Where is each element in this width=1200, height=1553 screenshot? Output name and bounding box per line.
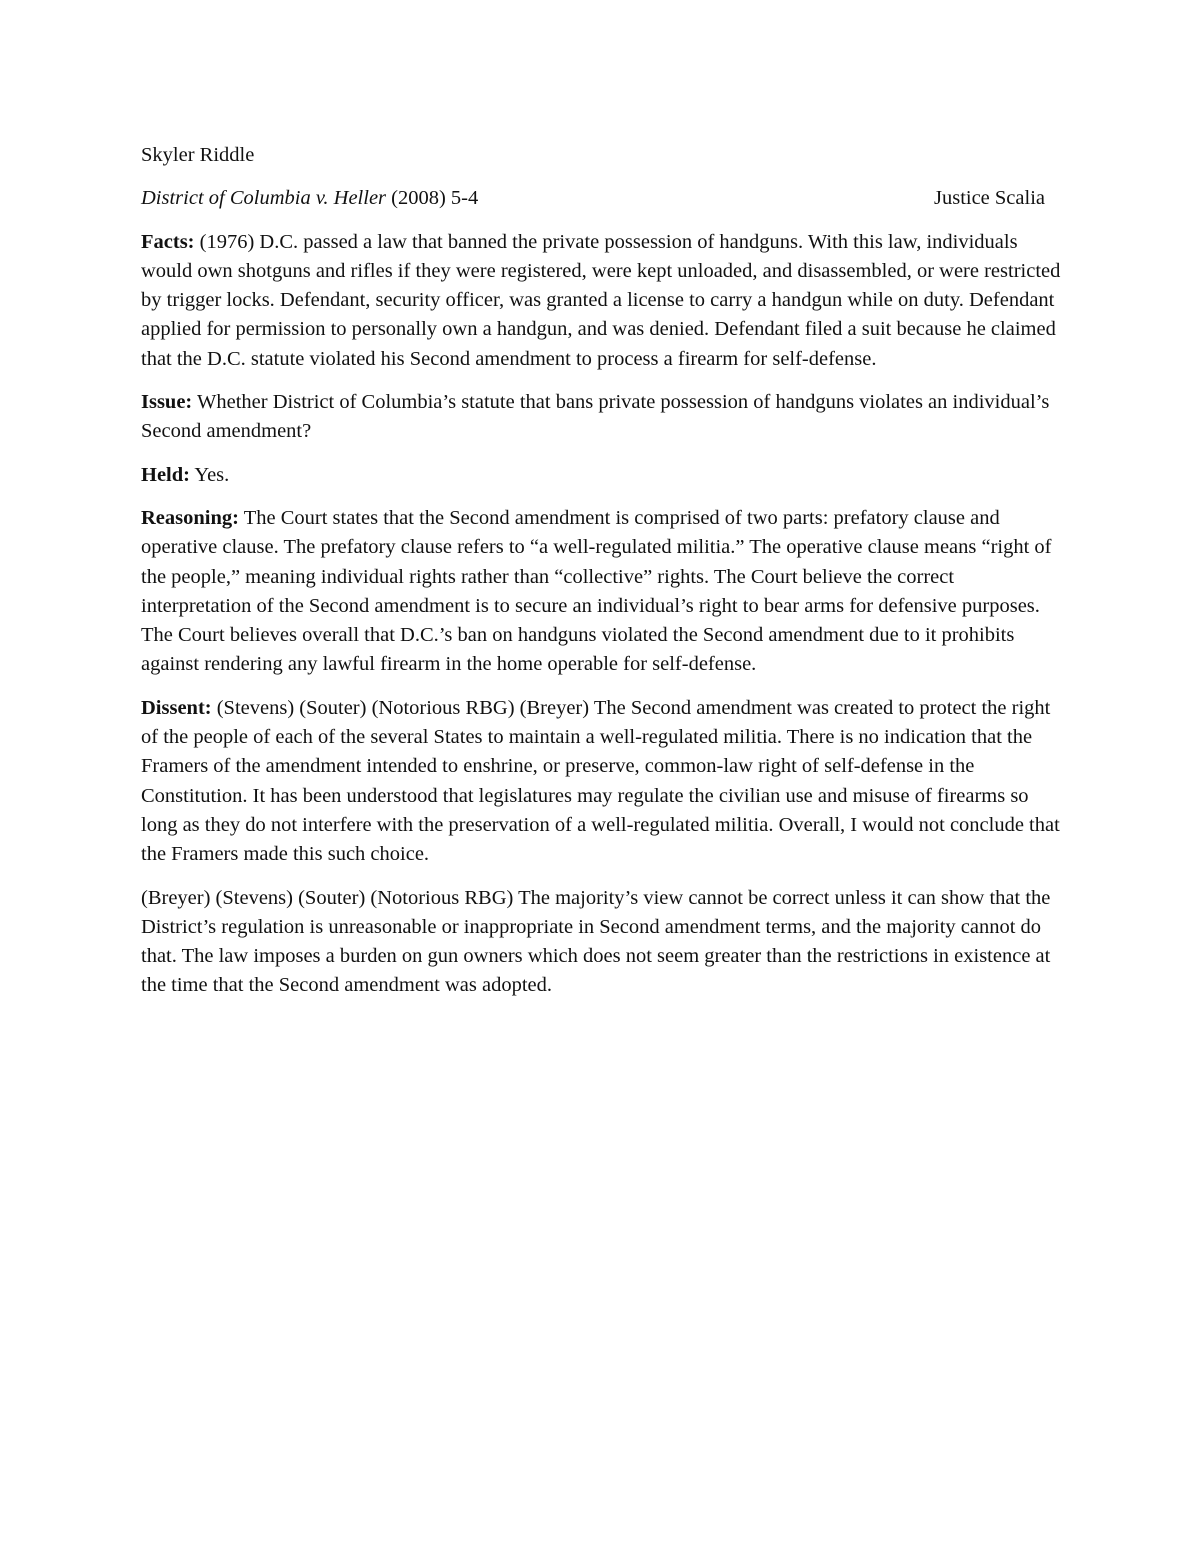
- held-text: Yes.: [189, 463, 230, 486]
- document-page: [141, 141, 1061, 1015]
- case-name: District of Columbia v. Heller: [141, 187, 387, 210]
- held-label: Held:: [141, 463, 190, 486]
- reasoning-paragraph: [141, 504, 1061, 680]
- issue-paragraph: [141, 388, 1061, 447]
- held-paragraph: [141, 461, 1061, 490]
- dissent-paragraph: [141, 694, 1061, 870]
- author-name: Skyler Riddle: [141, 144, 255, 166]
- facts-label: Facts:: [141, 230, 195, 253]
- dissent-breyer-paragraph: [141, 884, 1061, 1001]
- reasoning-label: Reasoning:: [141, 506, 239, 529]
- justice-name: Justice Scalia: [933, 187, 1045, 210]
- dissent-text: (Stevens) (Souter) (Notorious RBG) (Breyer) The Second amendment was created to protect the right of the people of each of the several States to maintain a well-regulated militia. There is no indication that the Framers of the amendment intended to enshrine, or preserve, common-law right of self-defense in the Constitution. It has been understood that legislatures may regulate the civilian use and misuse of firearms so long as they do not interfere with the preservation of a well-regulated militia. Overall, I would not conclude that the Framers made this such choice.: [141, 696, 1060, 866]
- facts-text: (1976) D.C. passed a law that banned the private possession of handguns. With this law, individuals would own shotguns and rifles if they were registered, were kept unloaded, and disassembled, or were restricted by trigger locks. Defendant, security officer, was granted a license to carry a handgun while on duty. Defendant applied for permission to personally own a handgun, and was denied. Defendant filed a suit because he claimed that the D.C. statute violated his Second amendment to process a firearm for self-defense.: [141, 230, 1061, 370]
- issue-label: Issue:: [141, 391, 193, 414]
- dissent-label: Dissent:: [141, 696, 212, 719]
- case-title: [141, 184, 478, 213]
- facts-paragraph: [141, 228, 1061, 374]
- reasoning-text: The Court states that the Second amendment is comprised of two parts: prefatory clause and operative clause. The prefatory clause refers to “a well-regulated militia.” The operative clause means “right of the people,” meaning individual rights rather than “collective” rights. The Court believe the correct interpretation of the Second amendment is to secure an individual’s right to bear arms for defensive purposes. The Court believes overall that D.C.’s ban on handguns violated the Second amendment due to it prohibits against rendering any lawful firearm in the home operable for self-defense.: [141, 506, 1052, 676]
- issue-text: Whether District of Columbia’s statute that bans private possession of handguns violates an individual’s Second amendment?: [141, 391, 1050, 443]
- case-details: (2008) 5-4: [386, 187, 479, 210]
- case-heading: [141, 184, 1061, 213]
- dissent-breyer-text: (Breyer) (Stevens) (Souter) (Notorious RBG) The majority’s view cannot be correct unless it can show that the District’s regulation is unreasonable or inappropriate in Second amendment terms, and the majority cannot do that. The law imposes a burden on gun owners which does not seem greater than the restrictions in existence at the time that the Second amendment was adopted.: [141, 886, 1051, 997]
